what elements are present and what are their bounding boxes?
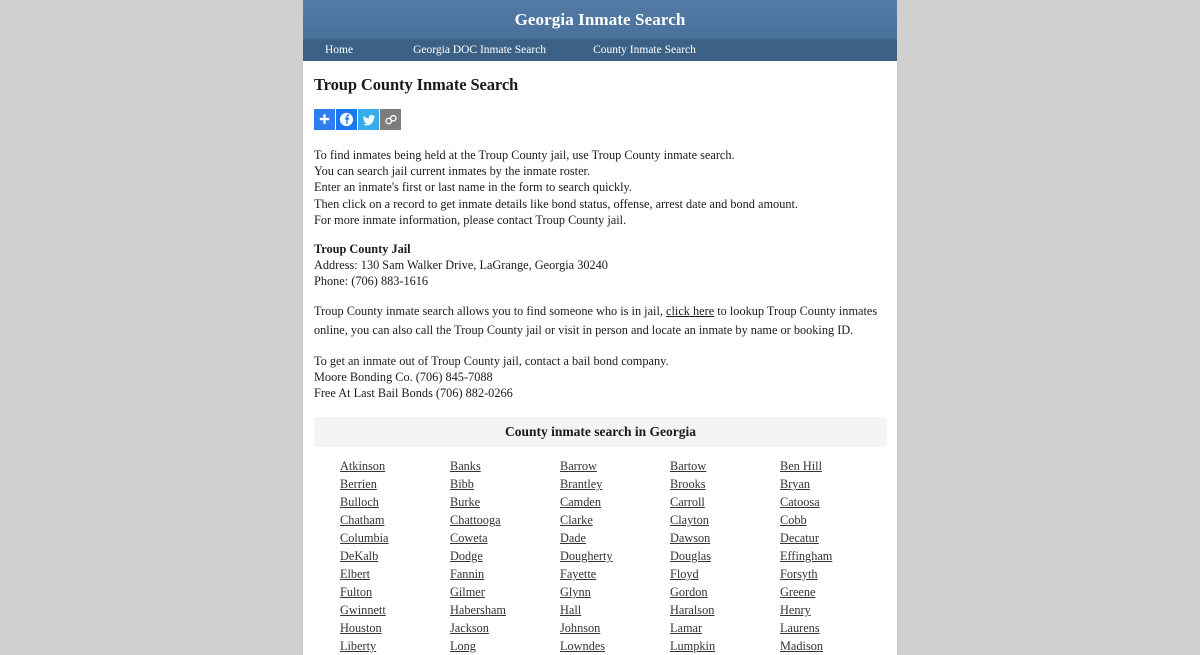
county-link[interactable]: Dade <box>560 531 586 546</box>
jail-name: Troup County Jail <box>314 242 411 257</box>
county-link[interactable]: Gordon <box>670 585 708 600</box>
click-here-link[interactable]: click here <box>666 303 715 318</box>
facebook-icon <box>339 112 354 127</box>
bail-intro: To get an inmate out of Troup County jail, contact a bail bond company. <box>314 353 669 368</box>
bail-company: Free At Last Bail Bonds (706) 882-0266 <box>314 386 513 401</box>
copy-link-share-button[interactable] <box>380 109 401 130</box>
county-table-title: County inmate search in Georgia <box>505 424 696 440</box>
county-link[interactable]: Columbia <box>340 531 389 546</box>
county-link[interactable]: Houston <box>340 621 382 636</box>
nav-item-georgia-doc-inmate-search[interactable]: Georgia DOC Inmate Search <box>413 43 547 56</box>
county-link[interactable]: Brantley <box>560 477 603 492</box>
main-content <box>303 61 897 655</box>
county-link[interactable]: Floyd <box>670 567 699 582</box>
county-link[interactable]: Hall <box>560 603 582 618</box>
bail-bond-block <box>314 353 885 402</box>
jail-info-block <box>314 241 885 290</box>
county-link[interactable]: DeKalb <box>340 549 379 564</box>
paragraph-text-after-link: to lookup Troup County inmates online, you can also call the Troup County jail or visit in person and locate an inmate by name or booking ID. <box>314 303 878 338</box>
county-link[interactable]: Johnson <box>560 621 601 636</box>
county-link[interactable]: Chattooga <box>450 513 501 528</box>
facebook-share-button[interactable] <box>336 109 357 130</box>
county-link[interactable]: Gwinnett <box>340 603 386 618</box>
county-link[interactable]: Greene <box>780 585 816 600</box>
intro-line: You can search jail current inmates by the inmate roster. <box>314 164 591 179</box>
addthis-share-button[interactable] <box>314 109 335 130</box>
county-link[interactable]: Carroll <box>670 495 705 510</box>
county-link[interactable]: Decatur <box>780 531 819 546</box>
county-link[interactable]: Liberty <box>340 639 377 654</box>
county-link[interactable]: Fulton <box>340 585 373 600</box>
county-link[interactable]: Haralson <box>670 603 715 618</box>
county-link[interactable]: Glynn <box>560 585 591 600</box>
county-link[interactable]: Barrow <box>560 459 597 474</box>
county-link[interactable]: Henry <box>780 603 811 618</box>
inmate-search-paragraph <box>314 302 885 341</box>
county-link[interactable]: Coweta <box>450 531 488 546</box>
county-link-grid <box>340 447 887 655</box>
county-link[interactable]: Bartow <box>670 459 707 474</box>
county-link[interactable]: Brooks <box>670 477 706 492</box>
site-title: Georgia Inmate Search <box>514 9 686 29</box>
county-link[interactable]: Dawson <box>670 531 711 546</box>
intro-line: For more inmate information, please contact Troup County jail. <box>314 212 627 227</box>
intro-line: To find inmates being held at the Troup County jail, use Troup County inmate search. <box>314 148 735 162</box>
jail-address: Address: 130 Sam Walker Drive, LaGrange, Georgia 30240 <box>314 258 608 273</box>
county-link[interactable]: Burke <box>450 495 481 510</box>
twitter-share-button[interactable] <box>358 109 379 130</box>
county-link[interactable]: Lamar <box>670 621 703 636</box>
county-link[interactable]: Dodge <box>450 549 483 564</box>
plus-icon <box>318 113 331 126</box>
county-link[interactable]: Habersham <box>450 603 506 618</box>
paragraph-text-before-link: Troup County inmate search allows you to find someone who is in jail, <box>314 303 667 318</box>
county-link[interactable]: Dougherty <box>560 549 613 564</box>
county-link[interactable]: Forsyth <box>780 567 818 582</box>
county-link[interactable]: Chatham <box>340 513 385 528</box>
twitter-icon <box>362 113 376 127</box>
county-link[interactable]: Catoosa <box>780 495 820 510</box>
content-container <box>303 0 897 655</box>
county-link[interactable]: Atkinson <box>340 459 386 474</box>
county-link[interactable]: Ben Hill <box>780 459 823 474</box>
county-link[interactable]: Jackson <box>450 621 489 636</box>
intro-text-block <box>314 147 885 228</box>
intro-line: Enter an inmate's first or last name in the form to search quickly. <box>314 180 632 195</box>
county-link[interactable]: Fayette <box>560 567 597 582</box>
county-link[interactable]: Fannin <box>450 567 485 582</box>
county-link[interactable]: Bibb <box>450 477 474 492</box>
intro-line: Then click on a record to get inmate details like bond status, offense, arrest date and bond amount. <box>314 196 798 211</box>
county-link[interactable]: Bryan <box>780 477 811 492</box>
county-link[interactable]: Berrien <box>340 477 377 492</box>
page-title: Troup County Inmate Search <box>314 75 519 94</box>
county-link[interactable]: Long <box>450 639 476 654</box>
nav-item-county-inmate-search[interactable]: County Inmate Search <box>593 43 696 56</box>
county-link[interactable]: Lumpkin <box>670 639 716 654</box>
county-link[interactable]: Clayton <box>670 513 709 528</box>
bail-company: Moore Bonding Co. (706) 845-7088 <box>314 369 493 384</box>
main-navigation <box>303 39 897 61</box>
county-table-header <box>314 417 887 447</box>
county-link[interactable]: Elbert <box>340 567 371 582</box>
site-header <box>303 0 897 39</box>
county-link[interactable]: Bulloch <box>340 495 379 510</box>
county-link[interactable]: Douglas <box>670 549 711 564</box>
county-link[interactable]: Effingham <box>780 549 833 564</box>
jail-phone: Phone: (706) 883-1616 <box>314 274 429 289</box>
county-link[interactable]: Camden <box>560 495 601 510</box>
county-link[interactable]: Gilmer <box>450 585 485 600</box>
county-link[interactable]: Cobb <box>780 513 807 528</box>
nav-item-home[interactable]: Home <box>325 43 354 56</box>
county-link[interactable]: Laurens <box>780 621 820 636</box>
county-link[interactable]: Lowndes <box>560 639 606 654</box>
link-icon <box>384 113 398 127</box>
county-link[interactable]: Clarke <box>560 513 593 528</box>
county-link[interactable]: Banks <box>450 459 481 474</box>
county-link[interactable]: Madison <box>780 639 824 654</box>
county-search-section <box>314 417 887 655</box>
share-button-group <box>314 109 885 130</box>
